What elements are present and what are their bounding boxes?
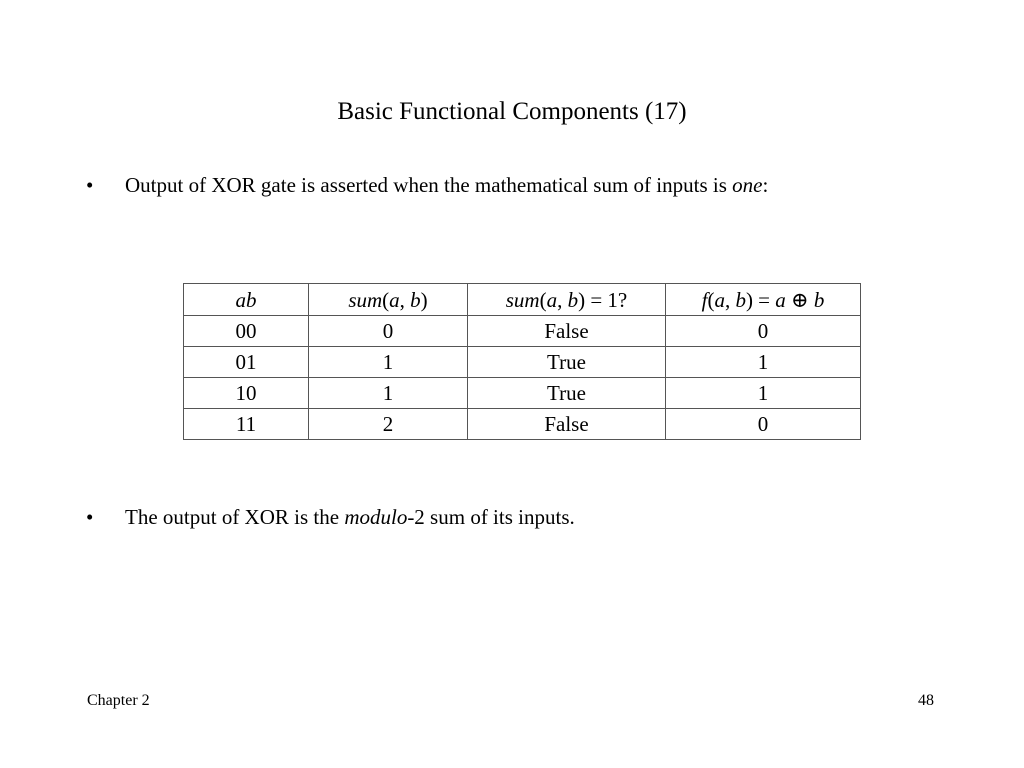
cell-sum-equals-one: False bbox=[468, 409, 666, 440]
cell-sum: 2 bbox=[309, 409, 468, 440]
bullet-marker: • bbox=[86, 505, 94, 529]
bullet-text-suffix: -2 sum of its inputs. bbox=[407, 505, 575, 529]
header-ab: ab bbox=[184, 284, 309, 316]
bullet-xor-sum-one bbox=[86, 171, 768, 199]
cell-sum-equals-one: False bbox=[468, 316, 666, 347]
slide-title: Basic Functional Components (17) bbox=[337, 98, 687, 125]
table-row bbox=[184, 378, 861, 409]
cell-sum-equals-one: True bbox=[468, 347, 666, 378]
table-row bbox=[184, 347, 861, 378]
bullet-text-suffix: : bbox=[762, 173, 769, 197]
xor-operator-icon: ⊕ bbox=[791, 287, 809, 312]
cell-ab: 01 bbox=[184, 347, 309, 378]
footer-chapter: Chapter 2 bbox=[87, 692, 150, 709]
bullet-text-emphasis: modulo bbox=[344, 505, 408, 529]
cell-sum: 1 bbox=[309, 347, 468, 378]
cell-xor: 1 bbox=[666, 347, 861, 378]
cell-ab: 11 bbox=[184, 409, 309, 440]
cell-ab: 00 bbox=[184, 316, 309, 347]
table-header-row bbox=[184, 284, 861, 316]
bullet-text-prefix: The output of XOR is the bbox=[125, 505, 345, 529]
table-row bbox=[184, 409, 861, 440]
xor-truth-table bbox=[183, 283, 861, 440]
table-row bbox=[184, 316, 861, 347]
cell-xor: 1 bbox=[666, 378, 861, 409]
cell-ab: 10 bbox=[184, 378, 309, 409]
header-sum-equals-one: sum(a, b) = 1? bbox=[468, 284, 666, 316]
header-xor-function: f(a, b) = a ⊕ b bbox=[666, 284, 861, 316]
bullet-text-prefix: Output of XOR gate is asserted when the mathematical sum of inputs is bbox=[125, 173, 733, 197]
footer-page-number: 48 bbox=[918, 692, 934, 709]
bullet-text-emphasis: one bbox=[732, 173, 763, 197]
header-sum: sum(a, b) bbox=[309, 284, 468, 316]
cell-sum-equals-one: True bbox=[468, 378, 666, 409]
cell-sum: 1 bbox=[309, 378, 468, 409]
cell-xor: 0 bbox=[666, 316, 861, 347]
cell-xor: 0 bbox=[666, 409, 861, 440]
bullet-xor-modulo-two bbox=[86, 503, 575, 531]
cell-sum: 0 bbox=[309, 316, 468, 347]
bullet-marker: • bbox=[86, 173, 94, 197]
